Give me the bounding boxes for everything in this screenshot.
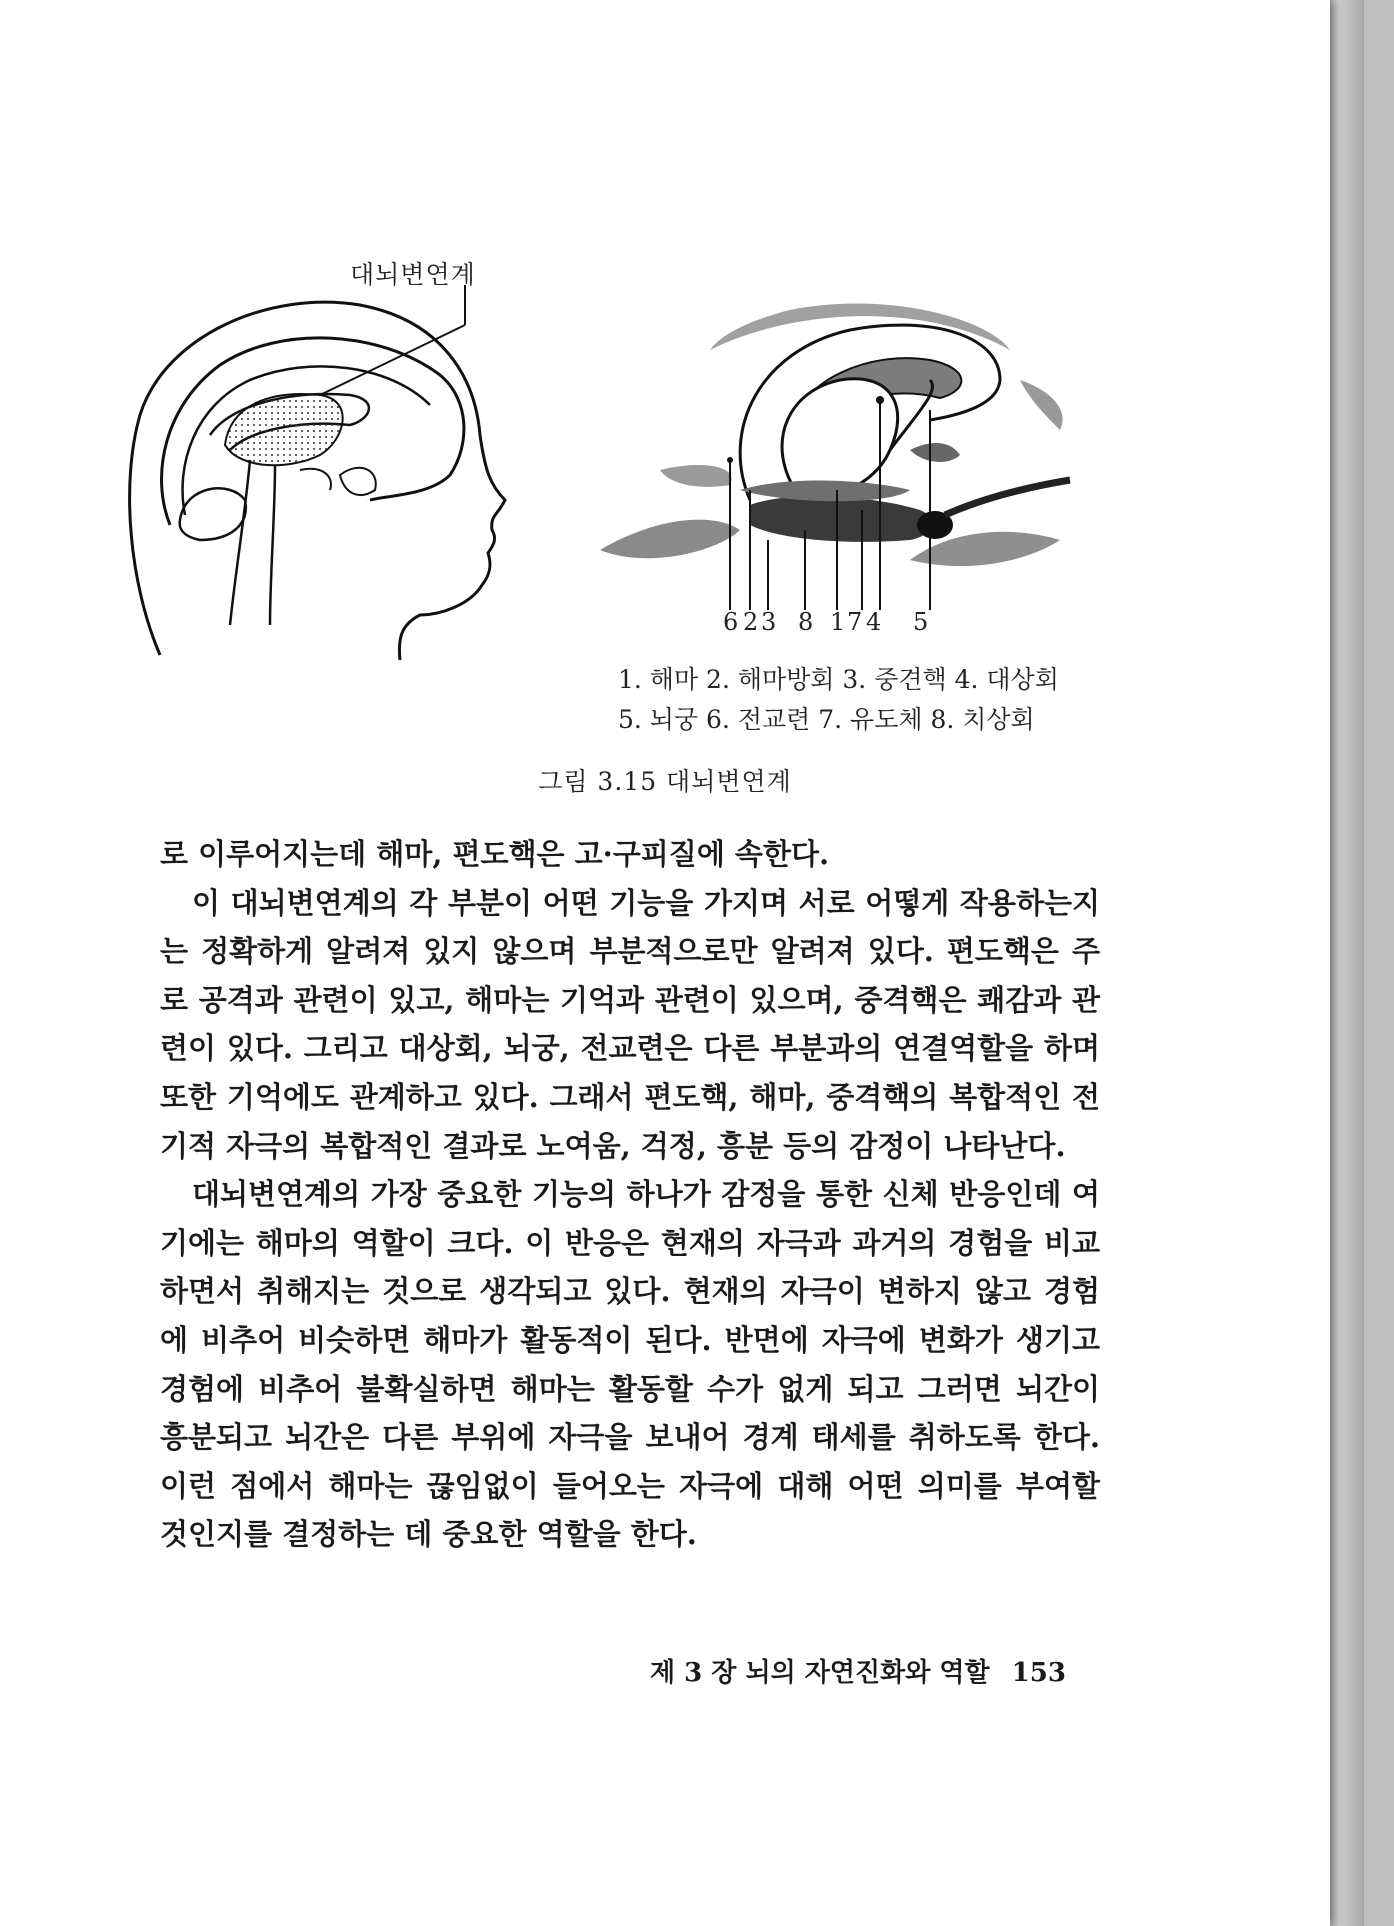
figure-3-15 (0, 0, 1330, 820)
callout-label: 대뇌변연계 (350, 260, 476, 289)
number-label: 2 (743, 608, 759, 636)
number-label: 5 (913, 608, 929, 636)
paragraph: 대뇌변연계의 가장 중요한 기능의 하나가 감정을 통한 신체 반응인데 여기에는 해마의 역할이 크다. 이 반응은 현재의 자극과 과거의 경험을 비교하면서 취해지는 것으로 생각되고 있다. 현재의 자극이 변하지 않고 경험에 비추어 비슷하면 해마가 활동적이 된다. 반면에 자극에 변화가 생기고 경험에 비추어 불확실하면 해마는 활동할 수가 없게 되고 그러면 뇌간이 흥분되고 뇌간은 다른 부위에 자극을 보내어 경계 태세를 취하도록 한다. 이런 점에서 해마는 끊임없이 들어오는 자극에 대해 어떤 의미를 부여할 것인지를 결정하는 데 중요한 역할을 한다. (160, 1177, 1100, 1552)
chapter-title: 제 3 장 뇌의 자연진화와 역할 (650, 1658, 990, 1688)
head-profile-drawing (120, 285, 510, 665)
number-label: 4 (866, 608, 882, 636)
number-label: 8 (798, 608, 814, 636)
figure-legend (618, 660, 1059, 740)
page-footer (650, 1652, 1066, 1689)
number-label: 1 (830, 608, 846, 636)
paragraph: 이 대뇌변연계의 각 부분이 어떤 기능을 가지며 서로 어떻게 작용하는지는 정확하게 알려져 있지 않으며 부분적으로만 알려져 있다. 편도핵은 주로 공격과 관련이 있고, 해마는 기억과 관련이 있으며, 중격핵은 쾌감과 관련이 있다. 그리고 대상회, 뇌궁, 전교련은 다른 부분과의 연결역할을 하며 또한 기억에도 관계하고 있다. 그래서 편도핵, 해마, 중격핵의 복합적인 전기적 자극의 복합적인 결과로 노여움, 걱정, 흥분 등의 감정이 나타난다. (160, 885, 1100, 1163)
number-label: 6 (723, 608, 739, 636)
figure-caption: 그림 3.15 대뇌변연계 (538, 767, 792, 796)
limbic-section-drawing (590, 290, 1100, 630)
page-number: 153 (1011, 1658, 1066, 1688)
legend-line: 1. 해마 2. 해마방회 3. 중견핵 4. 대상회 (618, 665, 1059, 694)
legend-line: 5. 뇌궁 6. 전교련 7. 유도체 8. 치상회 (618, 705, 1035, 734)
body-text (160, 830, 1100, 1559)
paragraph: 로 이루어지는데 해마, 편도핵은 고·구피질에 속한다. (160, 837, 830, 871)
number-label: 7 (847, 608, 863, 636)
number-label: 3 (761, 608, 777, 636)
